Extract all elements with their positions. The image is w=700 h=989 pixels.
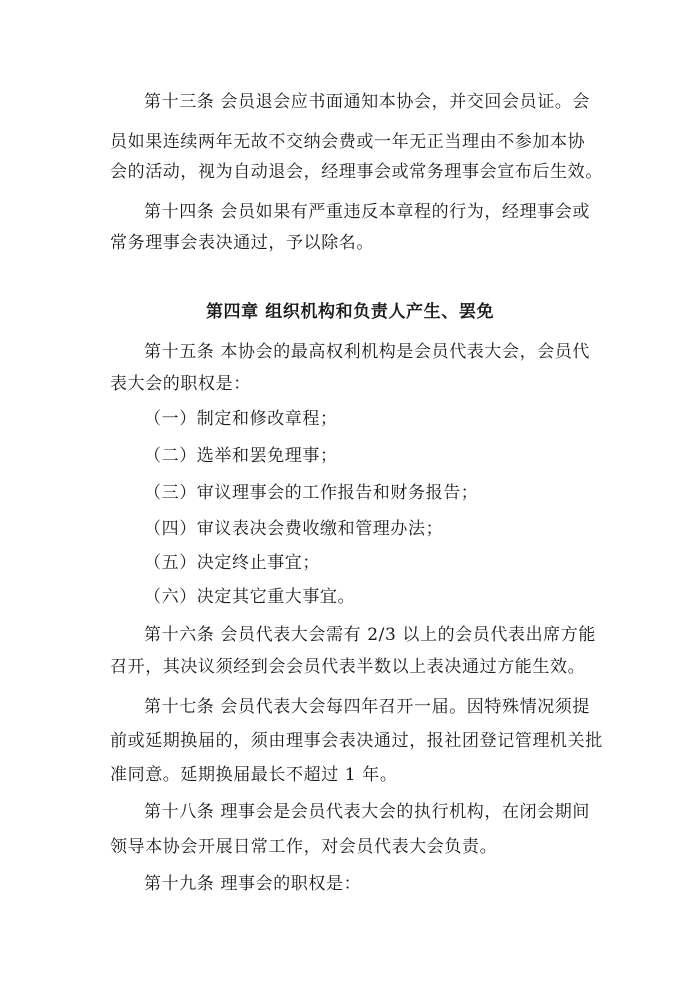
list-item-6: （六）决定其它重大事宜。 (144, 587, 356, 607)
article-18-line-2: 领导本协会开展日常工作，对会员代表大会负责。 (110, 837, 498, 857)
article-15-line-1: 第十五条 本协会的最高权利机构是会员代表大会，会员代 (144, 342, 591, 362)
article-14-line-1: 第十四条 会员如果有严重违反本章程的行为，经理事会或 (144, 202, 591, 222)
list-item-2: （二）选举和罢免理事； (144, 446, 338, 466)
article-13-line-3: 会的活动，视为自动退会，经理事会或常务理事会宣布后生效。 (110, 162, 603, 182)
list-item-1: （一）制定和修改章程； (144, 409, 338, 429)
article-15-line-2: 表大会的职权是： (110, 374, 251, 394)
article-17-line-2: 前或延期换届的，须由理事会表决通过，报社团登记管理机关批 (110, 731, 603, 751)
list-item-5: （五）决定终止事宜； (144, 553, 320, 573)
article-19-line-1: 第十九条 理事会的职权是： (144, 874, 362, 894)
chapter-heading: 第四章 组织机构和负责人产生、罢免 (205, 302, 495, 322)
article-17-line-1: 第十七条 会员代表大会每四年召开一届。因特殊情况须提 (144, 697, 591, 717)
article-13-line-1: 第十三条 会员退会应书面通知本协会，并交回会员证。会 (144, 92, 591, 112)
article-13-line-2: 员如果连续两年无故不交纳会费或一年无正当理由不参加本协 (110, 132, 586, 152)
article-17-line-3: 准同意。延期换届最长不超过 1 年。 (110, 765, 398, 785)
article-18-line-1: 第十八条 理事会是会员代表大会的执行机构，在闭会期间 (144, 802, 591, 822)
list-item-3: （三）审议理事会的工作报告和财务报告； (144, 483, 479, 503)
article-14-line-2: 常务理事会表决通过，予以除名。 (110, 233, 374, 253)
list-item-4: （四）审议表决会费收缴和管理办法； (144, 519, 444, 539)
article-16-line-2: 召开，其决议须经到会会员代表半数以上表决通过方能生效。 (110, 657, 586, 677)
article-16-line-1: 第十六条 会员代表大会需有 2/3 以上的会员代表出席方能 (144, 625, 596, 645)
